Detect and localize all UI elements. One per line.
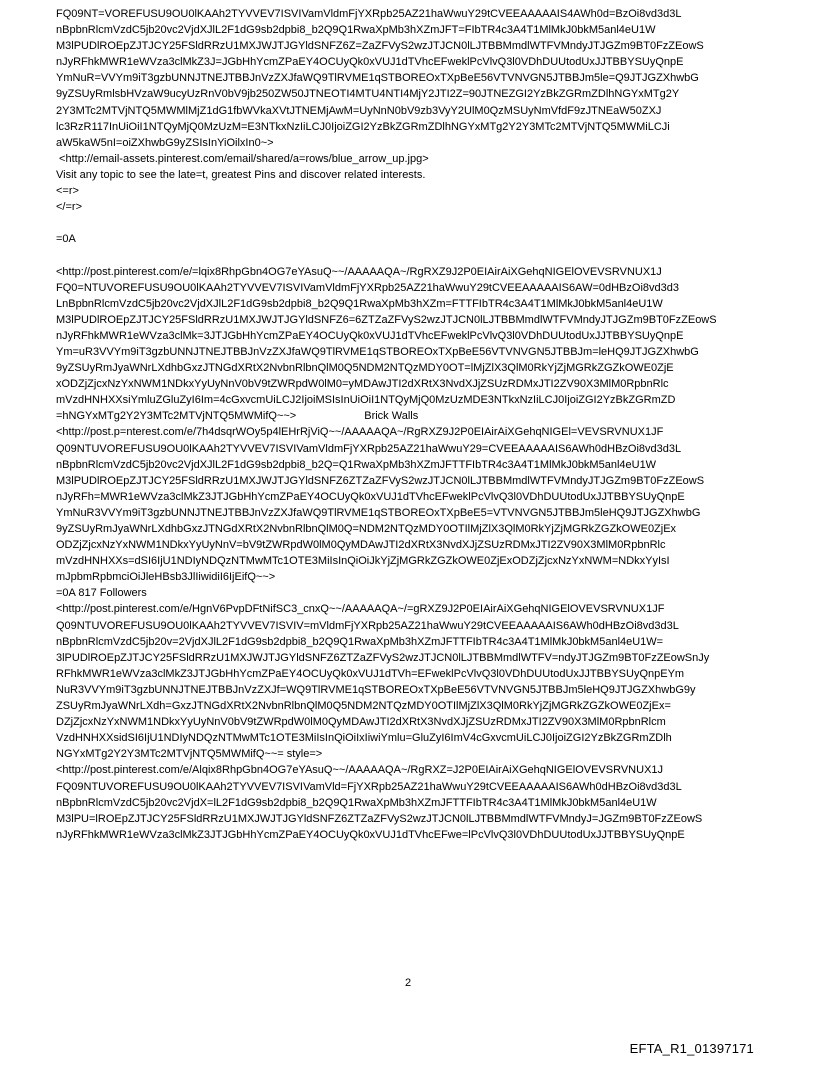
encoded-line: nJyRFh=MWR1eWVza3clMkZ3JTJGbHhYcmZPaEY4OCUyQk0xVUJ1dTVhcEFweklPcVlvQ3l0VDhDUUtodUxJJTBBYSUyQnpE [56,490,685,503]
encoded-line: <http://post.pinterest.com/e/=lqix8RhpGbn4OG7eYAsuQ~~/AAAAAQA~/RgRXZ9J2P0EIAirAiXGehqNIGElOVEVSRVNUX1J [56,265,662,278]
encoded-line: NuR3VVYm9iT3gzbUNNJTNEJTBBJnVzZXJf=WQ9TlRVME1qSTBOREOxTXpBeE56VTVNVGN5JTBBJm5leHQ9JTJGZXhwbG9y [56,683,696,696]
encoded-line: M3lPUDlROEpZJTJCY25FSldRRzU1MXJWJTJGYldSNFZ6ZTZaZFVyS2wzJTJCN0lLJTBBMmdlWTFVMndyJTJGZm9BT0FzZEowS [56,474,705,487]
promo-text: Visit any topic to see the late=t, greatest Pins and discover related interests. [56,168,426,181]
markup-close: </=r> [56,201,82,214]
encoded-url-block-1 [56,6,776,151]
encoded-line: YmNuR3VVYm9iT3gzbUNNJTNEJTBBJnVzZXJfaWQ9TlRVME1qSTBOREOxTXpBeE5=VTVNVGN5JTBBJm5leHQ9JTJGZXhwbG [56,506,701,519]
encoded-line: LnBpbnRlcmVzdC5jb20vc2VjdXJlL2F1dG9sb2dpbi8_b2Q9Q1RwaXpMb3hXZm=FTTFIbTR4c3A4T1MlMkJ0bkM5anl4eU1W [56,297,663,310]
encoded-line: 9yZSUyRmJyaWNrLXdhbGxzJTNGdXRtX2NvbnRlbnQlM0Q=NDM2NTQzMDY0OTIlMjZlX3QlM0RkYjZjMGRkZGZkOWE0ZjEx [56,523,677,535]
email-body-text [56,6,776,843]
encoded-line: Q09NTUVOREFUSU9OU0lKAAh2TYVVEV7ISVIVamVldmFjYXRpb25AZ21haWwuY29=CVEEAAAAAIS6AWh0dHBzOi8vd3d3L [56,442,682,455]
encoded-line: DZjZjcxNzYxNWM1NDkxYyUyNnV0bV9tZWRpdW0lM0QyMDAwJTI2dXRtX3NvdXJjZSUzRDMxJTI2ZV90X3MlM0RpbnRlcm [56,716,666,729]
encoded-line: M3lPUDlROEpZJTJCY25FSldRRzU1MXJWJTJGYldSNFZ6Z=ZaZFVyS2wzJTJCN0lLJTBBMmdlWTFVMndyJTJGZm9BT0FzZEowS [56,40,704,53]
encoded-line: <http://post.pinterest.com/e/Alqix8RhpGbn4OG7eYAsuQ~~/AAAAAQA~/RgRXZ=J2P0EIAirAiXGehqNIGElOVEVSRVNUX1J [56,764,664,777]
encoded-line: <http://post.p=nterest.com/e/7h4dsqrWOy5p4lEHrRjViQ~~/AAAAAQA~/RgRXZ9J2P0EIAirAiXGehqNIGEl=VEVSRVNUX1JF [56,426,664,439]
topic-promo-block [56,151,776,215]
encoded-line: Q09NTUVOREFUSU9OU0lKAAh2TYVVEV7ISVIV=mVldmFjYXRpb25AZ21haWwuY29tCVEEAAAAAIS6AWh0dHBzOi8vd3d3L [56,619,679,632]
board-title: Brick Walls [364,410,419,423]
encoded-line: nBpbnRlcmVzdC5jb20v=2VjdXJlL2F1dG9sb2dpbi8_b2Q9Q1RwaXpMb3hXZmJFTTFIbTR4c3A4T1MlMkJ0bkM5anl4eU1W= [56,635,664,648]
encoded-line: nBpbnRlcmVzdC5jb20vc2VjdX=lL2F1dG9sb2dpbi8_b2Q9Q1RwaXpMb3hXZmJFTTFIbTR4c3A4T1MlMkJ0bkM5anl4eU1W [56,796,657,809]
encoded-line: 9yZSUyRmlsbHVzaW9ucyUzRnV0bV9jb250ZW50JTNEOTI4MTU4NTI4MjY2JTI2Z=90JTNEZGI2YzBkZGRmZDlhNGYxMTg2Y [56,88,680,101]
encoded-line: mVzdHNHXXsiYmluZGluZyI6Im=4cGxvcmUiLCJ2IjoiMSIsInUiOiI1NTQyMjQ0MzUzMDE3NTkxNzIiLCJ0IjoiZGI2YzBkZGRmZD [56,394,676,407]
encoded-line: aW5kaW5nI=oiZXhwbG9yZSIsInYiOilxIn0~> [56,136,274,149]
encoded-line: FQ09NT=VOREFUSU9OU0lKAAh2TYVVEV7ISVIVamVldmFjYXRpb25AZ21haWwuY29tCVEEAAAAAIS4AWh0d=BzOi8vd3d3L [56,8,682,20]
encoded-line: 9yZSUyRmJyaWNrLXdhbGxzJTNGdXRtX2NvbnRlbnQlM0Q5NDM2NTQzMDY0OT=lMjZlX3QlM0RkYjZjMGRkZGZkOWE0ZjE [56,362,674,375]
encoded-line: mJpbmRpbmciOiJleHBsb3JlIiwidiI6IjEifQ~~> [56,571,276,584]
page-number: 2 [404,977,412,989]
encoded-line: FQ0=NTUVOREFUSU9OU0lKAAh2TYVVEV7ISVIVamVldmFjYXRpb25AZ21haWwuY29tCVEEAAAAAIS6AW=0dHBzOi8vd3d3 [56,281,679,294]
document-id: EFTA_R1_01397171 [629,1041,754,1056]
encoded-line: nJyRFhkMWR1eWVza3clMk=3JTJGbHhYcmZPaEY4OCUyQk0xVUJ1dTVhcEFweklPcVlvQ3l0VDhDUUtodUxJJTBBYSUyQnpE [56,329,684,342]
encoded-line: 2Y3MTc2MTVjNTQ5MWMlMjZ1dG1fbWVkaXVtJTNEMjAwM=UyNnN0bV9zb3VyY2UlM0QzMSUyNmVfdF9zJTNEaW50ZXJ [56,104,662,117]
encoded-line: <http://post.pinterest.com/e/HgnV6PvpDFtNifSC3_cnxQ~~/AAAAAQA~/=gRXZ9J2P0EIAirAiXGehqNIGElOVEVSRVNUX1JF [56,603,665,616]
encoded-line: RFhkMWR1eWVza3clMkZ3JTJGbHhYcmZPaEY4OCUyQk0xVUJ1dTVh=EFweklPcVlvQ3l0VDhDUUtodUxJJTBBYSUyQnpEYm [56,667,685,680]
encoded-line: NGYxMTg2Y2Y3MTc2MTVjNTQ5MWMifQ~~= style=> [56,748,323,761]
encoded-line: nBpbnRlcmVzdC5jb20vc2VjdXJlL2F1dG9sb2dpbi8_b2Q=Q1RwaXpMb3hXZmJFTTFIbTR4c3A4T1MlMkJ0bkM5anl4eU1W [56,458,657,471]
encoded-line: mVzdHNHXXs=dSI6IjU1NDIyNDQzNTMwMTc1OTE3MiIsInQiOiJkYjZjMGRkZGZkOWE0ZjExODZjZjcxNzYxNWM=NDkxYyIsI [56,555,670,568]
encoded-line: lc3RzR117InUiOiI1NTQyMjQ0MzUzM=E3NTkxNzIiLCJ0IjoiZGI2YzBkZGRmZDlhNGYxMTg2Y2Y3MTc2MTVjNTQ5MWMiLCJi [56,120,670,133]
encoded-line: xODZjZjcxNzYxNWM1NDkxYyUyNnV0bV9tZWRpdW0lM0=yMDAwJTI2dXRtX3NvdXJjZSUzRDMxJTI2ZV90X3MlM0RpbnRlc [56,378,669,391]
encoded-line: M3lPU=lROEpZJTJCY25FSldRRzU1MXJWJTJGYldSNFZ6ZTZaZFVyS2wzJTJCN0lLJTBBMmdlWTFVMndyJ=JGZm9BT0FzZEowS [56,812,703,825]
encoded-line: 3lPUDlROEpZJTJCY25FSldRRzU1MXJWJTJGYldSNFZ6ZTZaZFVyS2wzJTJCN0lLJTBBMmdlWTFV=ndyJTJGZm9BT0FzZEowSnJy [56,651,710,664]
encoded-line: Ym=uR3VVYm9iT3gzbUNNJTNEJTBBJnVzZXJfaWQ9TlRVME1qSTBOREOxTXpBeE56VTVNVGN5JTBBJm=leHQ9JTJGZXhwbG [56,345,699,358]
arrow-image-url: <http://email-assets.pinterest.com/email/shared/a=rows/blue_arrow_up.jpg> [56,152,429,165]
encoded-url-block-2 [56,264,776,425]
encoded-line-tail: =hNGYxMTg2Y2Y3MTc2MTVjNTQ5MWMifQ~~> [56,410,297,423]
encoded-line: nJyRFhkMWR1eWVza3clMkZ3JTJGbHhYcmZPaEY4OCUyQk0xVUJ1dTVhcEFwe=lPcVlvQ3l0VDhDUUtodUxJJTBBYSUyQnpE [56,828,685,841]
encoded-line: FQ09NTUVOREFUSU9OU0lKAAh2TYVVEV7ISVIVamVld=FjYXRpb25AZ21haWwuY29tCVEEAAAAAIS6AWh0dHBzOi8vd3d3L [56,780,682,793]
encoded-line: nBpbnRlcmVzdC5jb20vc2VjdXJlL2F1dG9sb2dpbi8_b2Q9Q1RwaXpMb3hXZmJFT=FIbTR4c3A4T1MlMkJ0bkM5anl4eU1W [56,24,656,37]
markup-open: <=r> [56,185,79,198]
followers-count: =0A 817 Followers [56,587,147,600]
encoded-line: ODZjZjcxNzYxNWM1NDkxYyUyNnV=bV9tZWRpdW0lM0QyMDAwJTI2dXRtX3NvdXJjZSUzRDMxJTI2ZV90X3MlM0RpbnRlc [56,539,666,552]
encoded-line-with-title [56,408,776,424]
encoded-line: nJyRFhkMWR1eWVza3clMkZ3J=JGbHhYcmZPaEY4OCUyQk0xVUJ1dTVhcEFweklPcVlvQ3l0VDhDUUtodUxJJTBBYSUyQnpE [56,56,684,69]
encoded-url-block-5 [56,762,776,842]
encoded-line: M3lPUDlROEpZJTJCY25FSldRRzU1MXJWJTJGYldSNFZ6=6ZTZaZFVyS2wzJTJCN0lLJTBBMmdlWTFVMndyJTJGZm9BT0FzZEowS [56,313,717,326]
encoded-line: VzdHNHXXsidSI6IjU1NDIyNDQzNTMwMTc1OTE3MiIsInQiOiIxIiwiYmlu=GluZyI6ImV4cGxvcmUiLCJ0IjoiZGI2YzBkZGRmZDlh [56,732,672,745]
encoded-url-block-3 [56,424,776,585]
encoded-url-block-4 [56,601,776,762]
line-break-marker: =0A [56,233,76,246]
encoded-line: YmNuR=VVYm9iT3gzbUNNJTNEJTBBJnVzZXJfaWQ9TlRVME1qSTBOREOxTXpBeE56VTVNVGN5JTBBJm5le=Q9JTJGZXhwbG [56,72,699,85]
encoded-line: ZSUyRmJyaWNrLXdh=GxzJTNGdXRtX2NvbnRlbnQlM0Q5NDM2NTQzMDY0OTIlMjZlX3QlM0RkYjZjMGRkZGZkOWE0ZjEx= [56,700,671,713]
